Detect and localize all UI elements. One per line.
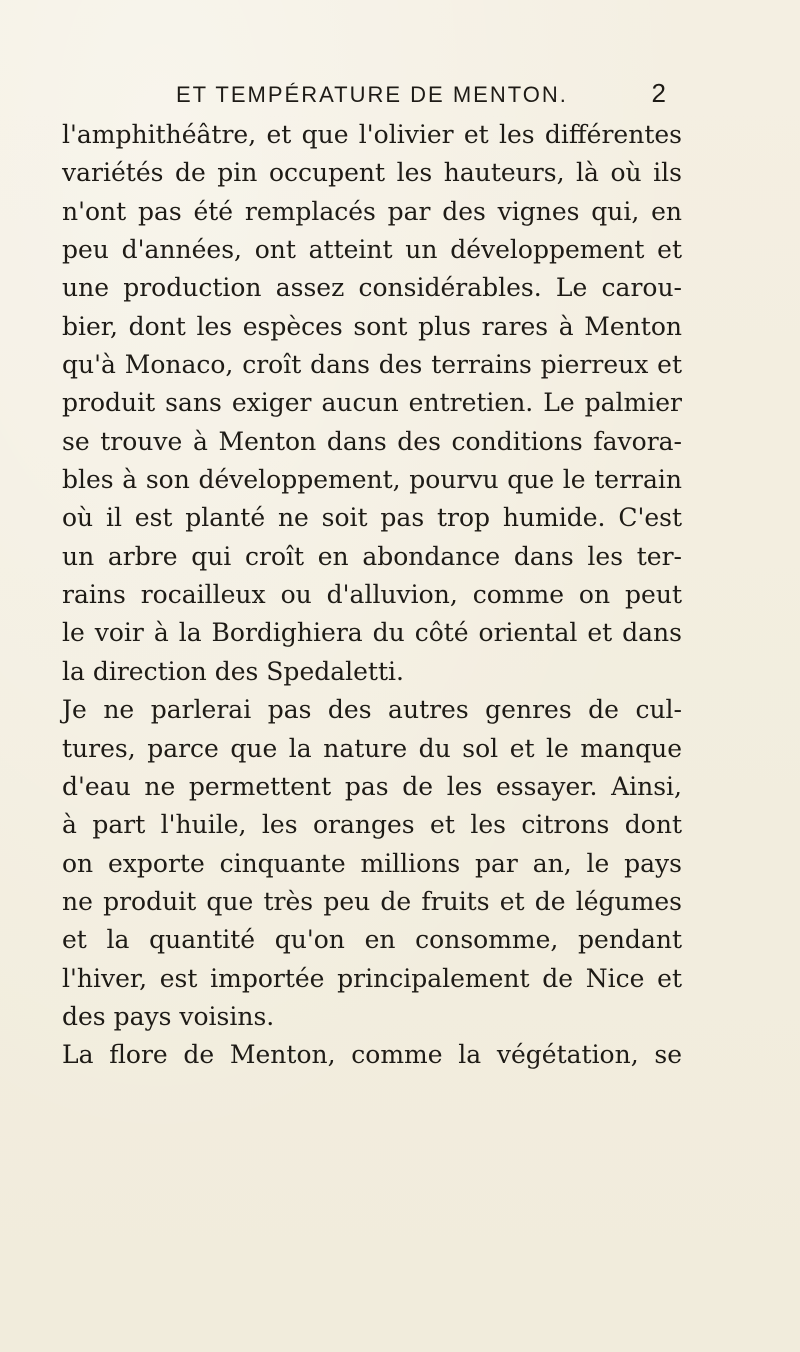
paragraph-end-line: des pays voisins. <box>62 1001 275 1031</box>
text-line: peu d'années, ont atteint un développement et <box>62 235 682 265</box>
text-line: à part l'huile, les oranges et les citrons dont <box>62 810 682 840</box>
text-line: où il est planté ne soit pas trop humide. C'est <box>62 503 682 533</box>
text-line: bles à son développement, pourvu que le terrain <box>62 465 682 495</box>
text-line: et la quantité qu'on en consomme, pendant <box>62 925 682 955</box>
text-line: n'ont pas été remplacés par des vignes qui, en <box>62 196 682 226</box>
text-line: l'hiver, est importée principalement de Nice et <box>62 963 682 993</box>
text-line: bier, dont les espèces sont plus rares à Menton <box>62 311 682 341</box>
body-text <box>62 116 682 1075</box>
paragraph-end-line: la direction des Spedaletti. <box>62 656 404 686</box>
running-title: ET TEMPÉRATURE DE MENTON. <box>176 82 568 107</box>
text-line: rains rocailleux ou d'alluvion, comme on peut <box>62 580 682 610</box>
text-line: produit sans exiger aucun entretien. Le palmier <box>62 388 682 418</box>
text-line: tures, parce que la nature du sol et le manque <box>62 733 682 763</box>
text-line: l'amphithéâtre, et que l'olivier et les différentes <box>62 120 682 149</box>
text-line: le voir à la Bordighiera du côté oriental et dans <box>62 618 682 648</box>
paragraph-start-line: La flore de Menton, comme la végétation, se <box>62 1040 682 1070</box>
paragraph-start-line: Je ne parlerai pas des autres genres de cul- <box>62 695 682 725</box>
text-line: ne produit que très peu de fruits et de légumes <box>62 886 682 916</box>
page-number: 2 <box>651 78 666 108</box>
text-line: qu'à Monaco, croît dans des terrains pierreux et <box>62 350 682 380</box>
text-line: une production assez considérables. Le carou- <box>62 273 682 303</box>
running-head <box>126 80 666 120</box>
text-line: un arbre qui croît en abondance dans les ter- <box>62 541 682 571</box>
text-line: d'eau ne permettent pas de les essayer. Ainsi, <box>62 771 682 801</box>
text-line: se trouve à Menton dans des conditions favora- <box>62 426 682 456</box>
text-line: variétés de pin occupent les hauteurs, là où ils <box>62 158 682 188</box>
text-line: on exporte cinquante millions par an, le pays <box>62 848 682 878</box>
